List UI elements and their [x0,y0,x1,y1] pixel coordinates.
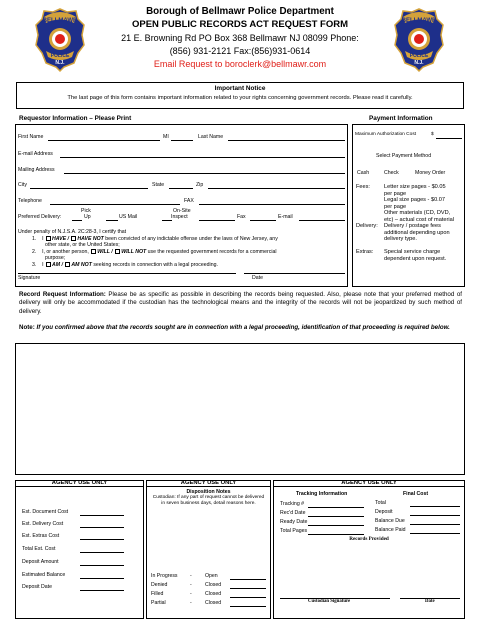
usmail-label: US Mail [119,214,138,220]
est-delivery-cost-field[interactable] [80,527,124,528]
custodian-signature-label: Custodian Signature [308,599,351,604]
cert1-text: been convicted of any indictable offense under the laws of New Jersey, any [105,236,278,242]
estimated-balance-field[interactable] [80,578,124,579]
badge-mid-text: POLICE [50,53,70,59]
record-request-label: Record Request Information: [19,291,106,298]
delivery-label: Delivery: [356,223,378,229]
agency-heading-2: AGENCY USE ONLY [146,480,271,487]
inspect-choice[interactable] [162,220,172,221]
status-closed-3: Closed [205,600,222,606]
status-dash-3: - [190,591,192,597]
state-field[interactable] [169,188,193,189]
final-total-field[interactable] [410,506,460,507]
records-provided-label: Records Provided [349,536,389,542]
mi-field[interactable] [171,140,193,141]
disposition-title: Disposition Notes [186,489,231,495]
signature-label: Signature [18,275,41,281]
will-label: WILL / [97,249,113,255]
payment-box [352,124,465,287]
have-checkbox[interactable] [46,236,51,241]
total-pages-field[interactable] [308,534,364,535]
up-label: Up [84,214,91,220]
max-auth-label: Maximum Authorization Cost [355,132,417,137]
cert3-num: 3. [32,262,37,268]
pick-label: Pick [81,208,91,214]
state-label: State [152,182,165,188]
signature-field[interactable] [18,273,236,274]
status-closed-1: Closed [205,582,222,588]
badge-top-text: BELLMAWR [42,18,78,24]
delivery-text-1: Delivery / postage fees [384,223,441,229]
status-open: Open [205,573,218,579]
cert3-i: I [42,262,44,268]
agency-heading-3: AGENCY USE ONLY [273,480,465,487]
cert2-num: 2. [32,249,37,255]
status-dash-1: - [190,573,192,579]
final-total-label: Total [375,500,386,506]
cert2-text: use the requested government records for a commercial [147,249,277,255]
balance-due-field[interactable] [410,524,460,525]
have-label: HAVE / [52,236,69,242]
mailing-address-label: Mailing Address [18,167,55,173]
custodian-date-label: Date [425,599,435,604]
record-request-textarea[interactable] [15,343,465,475]
fee-letter-1: Letter size pages - $0.05 [384,184,446,190]
disposition-text: Custodian: If any part of request cannot be delivered in seven business days, detail reasons here. [152,495,265,506]
record-request-instructions [19,291,462,316]
will-checkbox[interactable] [91,249,96,254]
preferred-delivery-label: Preferred Delivery: [18,214,62,220]
inspect-label: Inspect [171,214,188,220]
date-label: Date [252,275,263,281]
cert2-row [32,249,277,255]
telephone-field[interactable] [50,204,180,205]
deposit-amount-field[interactable] [80,565,124,566]
recd-date-field[interactable] [308,516,364,517]
email-field[interactable] [60,157,345,158]
final-cost-title: Final Cost [403,491,429,497]
ready-date-label: Ready Date [280,519,308,525]
badge-bottom-text: N.J. [414,60,424,66]
telephone-label: Telephone [18,198,42,204]
fee-other-1: Other materials (CD, DVD, [384,210,451,216]
have-not-label: HAVE NOT [77,236,104,242]
max-auth-field[interactable] [436,138,462,139]
delivery-text-3: delivery type. [384,236,417,242]
last-name-field[interactable] [228,140,345,141]
deposit-date-label: Deposit Date [22,584,52,590]
note-label: Note: [19,324,35,331]
deposit-amount-label: Deposit Amount [22,559,59,565]
note-text: If you confirmed above that the records sought are in connection with a legal proceeding, identification of that proceeding is required below. [36,324,450,331]
city-label: City [18,182,27,188]
date-field[interactable] [244,273,345,274]
fee-other-2: etc) – actual cost of material [384,216,454,223]
city-field[interactable] [30,188,148,189]
balance-due-label: Balance Due [375,518,405,524]
status-filled-field[interactable] [230,597,266,598]
email-choice[interactable] [250,220,276,221]
header-address: 21 E. Browning Rd PO Box 368 Bellmawr NJ 08099 Phone: [121,33,359,43]
dollar-sign: $ [431,132,434,137]
estimated-balance-label: Estimated Balance [22,572,66,578]
am-checkbox[interactable] [46,262,51,267]
select-payment-label: Select Payment Method [376,153,432,159]
header-form-title: OPEN PUBLIC RECORDS ACT REQUEST FORM [131,19,349,30]
fax-choice[interactable] [199,220,235,221]
header-title: Borough of Bellmawr Police Department [146,6,334,17]
last-name-label: Last Name [198,134,224,140]
deposit-date-field[interactable] [80,590,124,591]
header-email-link[interactable]: Email Request to boroclerk@bellmawr.com [153,59,327,69]
mailing-address-field[interactable] [64,173,345,174]
important-notice-box [16,82,464,109]
fax-field[interactable] [199,204,345,205]
note-block [19,324,462,332]
status-dash-4: - [190,600,192,606]
status-in-progress-field[interactable] [230,579,266,580]
email-label: E-mail Address [18,151,53,157]
fee-letter-2: per page [384,190,407,197]
status-dash-2: - [190,582,192,588]
status-denied-field[interactable] [230,588,266,589]
status-in-progress[interactable]: In Progress [151,573,178,579]
tracking-number-label: Tracking # [280,501,305,507]
extras-label: Extras: [356,249,374,255]
usmail-choice[interactable] [106,220,118,221]
balance-paid-field[interactable] [410,533,460,534]
will-not-checkbox[interactable] [115,249,120,254]
fee-legal-2: per page [384,203,407,210]
delivery-text-2: additional depending upon [384,229,450,236]
notice-text: The last page of this form contains important information related to your rights concerning government records. Please read it carefully. [67,95,413,101]
total-pages-label: Total Pages [280,528,308,534]
payment-heading: Payment Information [369,115,433,122]
police-badge-left-icon [34,7,86,73]
est-document-cost-field[interactable] [80,515,124,516]
fee-legal-1: Legal size pages - $0.07 [384,197,445,203]
am-not-checkbox[interactable] [65,262,70,267]
am-label: AM / [52,262,63,268]
cert3-row [32,262,218,268]
email-delivery-field[interactable] [299,220,345,221]
record-request-text: Please be as specific as possible in describing the records being requested. Also, please note that your preferred method of delivery will only be accommodated if the custodian has the technological means and the integrity of the records will not be jeopardized by such method of delivery. [19,291,462,315]
fees-label: Fees: [356,184,370,190]
notice-title: Important Notice [214,85,266,92]
am-not-label: AM NOT [71,262,92,268]
first-name-label: First Name [18,134,44,140]
cert2-a: I, or another person, [42,249,89,255]
balance-paid-label: Balance Paid [375,527,406,533]
requestor-heading: Requestor Information – Please Print [19,115,132,122]
fax-label: FAX [184,198,194,204]
tracking-number-field[interactable] [308,507,364,508]
extras-text-1: Special service charge [384,249,441,255]
cert3-text: seeking records in connection with a legal proceeding. [93,262,218,268]
cert1-i: I [42,236,44,242]
pickup-choice[interactable] [72,220,82,221]
zip-field[interactable] [208,188,345,189]
status-denied[interactable]: Denied [151,582,168,588]
email-delivery-label: E-mail [278,214,293,220]
first-name-field[interactable] [48,140,160,141]
badge-mid-text: POLICE [409,53,429,59]
disposition-notes-area[interactable] [151,513,266,569]
est-extras-cost-label: Est. Extras Cost [22,533,60,539]
status-filled[interactable]: Filled [151,591,164,597]
onsite-label: On-Site [173,208,191,214]
est-delivery-cost-label: Est. Delivery Cost [22,521,64,527]
extras-text-2: dependent upon request. [384,255,447,262]
badge-bottom-text: N.J. [55,60,65,66]
status-partial[interactable]: Partial [151,600,166,606]
total-est-cost-field[interactable] [80,552,124,553]
est-extras-cost-field[interactable] [80,539,124,540]
check-option[interactable]: Check [384,170,399,176]
police-badge-right-icon [393,7,445,73]
zip-label: Zip [196,182,204,188]
records-provided-area[interactable] [280,544,460,594]
cert1-num: 1. [32,236,37,242]
cash-option[interactable]: Cash [357,170,370,176]
ready-date-field[interactable] [308,525,364,526]
mi-label: MI [163,134,169,140]
will-not-label: WILL NOT [121,249,147,255]
status-partial-field[interactable] [230,606,266,607]
final-deposit-label: Deposit [375,509,393,515]
recd-date-label: Rec'd Date [280,510,306,516]
money-order-option[interactable]: Money Order [415,170,446,176]
fax-delivery-label: Fax [237,214,246,220]
header-phone: (856) 931-2121 Fax:(856)931-0614 [169,46,311,56]
status-closed-2: Closed [205,591,222,597]
total-est-cost-label: Total Est. Cost [22,546,56,552]
est-document-cost-label: Est. Document Cost [22,509,69,515]
cert1-text-2: other state, or the United States; [45,242,120,248]
tracking-title: Tracking Information [296,491,348,497]
agency-heading-1: AGENCY USE ONLY [15,480,144,487]
badge-top-text: BELLMAWR [401,18,437,24]
cert2-text-2: purpose; [45,255,66,261]
final-deposit-field[interactable] [410,515,460,516]
have-not-checkbox[interactable] [71,236,76,241]
penalty-text: Under penalty of N.J.S.A. 2C:28-3, I certify that [18,229,127,235]
